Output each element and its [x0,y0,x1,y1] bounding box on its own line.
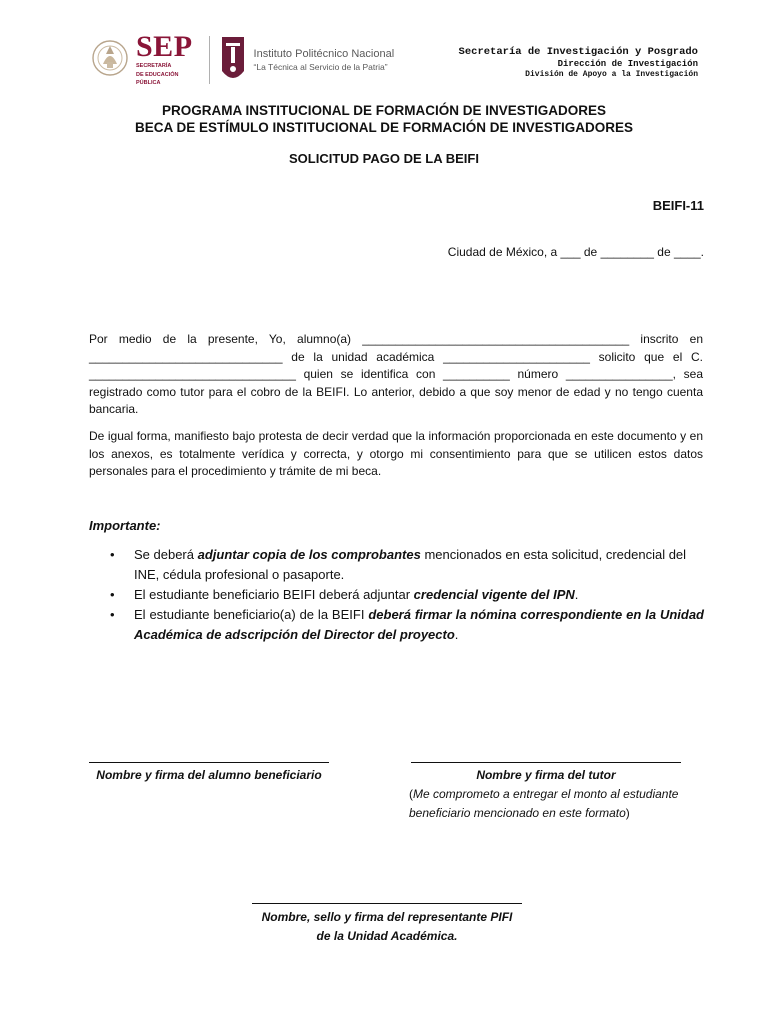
document-subtitle: SOLICITUD PAGO DE LA BEIFI [289,151,479,166]
title-line-1: PROGRAMA INSTITUCIONAL DE FORMACIÓN DE INVESTIGADORES [161,103,607,118]
declaration-paragraph: De igual forma, manifiesto bajo protesta de decir verdad que la información proporcionada en este documento y en los anexos, es totalmente verídica y correcta, y otorgo mi consentimiento para que se utilicen estos datos personales para el procedimiento y trámite de mi beca. [89,429,703,478]
ipn-name: Instituto Politécnico Nacional [253,48,395,60]
header-division: División de Apoyo a la Investigación [525,70,698,79]
list-item [110,605,704,645]
sep-logo [136,30,193,87]
sep-subtitle-line-1: SECRETARÍA [136,63,172,70]
representative-label-line-1: Nombre, sello y firma del representante PIFI [261,910,513,924]
representative-label-line-2: de la Unidad Académica. [316,929,458,943]
logo-divider [209,36,210,84]
ipn-motto: “La Técnica al Servicio de la Patria” [253,62,388,72]
bullet-3-pre: El estudiante beneficiario(a) de la BEIFI [134,607,369,622]
bullet-2-emphasis: credencial vigente del IPN [413,587,575,602]
representative-signature-label [232,908,542,946]
date-line: Ciudad de México, a ___ de ________ de ____. [447,245,704,259]
bullet-2-post: . [574,587,579,602]
document-title [0,102,768,136]
tutor-signature-line [411,762,681,763]
tutor-commitment-note [409,785,709,823]
list-item [110,585,704,605]
note-open-paren: ( [409,787,413,801]
sep-logo-text: SEP [136,30,193,64]
note-close-paren: ) [625,806,630,820]
list-item [110,545,704,585]
important-list [110,545,704,645]
ipn-logo-icon [220,35,246,85]
bullet-3-emphasis: deberá firmar la nómina correspondiente en la Unidad Académica de adscripción del Director del proyecto [134,607,704,642]
bullet-icon: • [110,547,115,562]
form-code: BEIFI-11 [652,198,704,213]
ipn-text-block [254,47,395,73]
bullet-icon: • [110,587,115,602]
important-heading: Importante: [89,518,161,533]
bullet-1-emphasis: adjuntar copia de los comprobantes [197,547,421,562]
header-department [459,46,698,80]
representative-signature-line [252,903,522,904]
bullet-2-pre: El estudiante beneficiario BEIFI deberá adjuntar [134,587,414,602]
bullet-1-pre: Se deberá [134,547,198,562]
student-signature-line [89,762,329,763]
header-direccion: Dirección de Investigación [557,59,698,69]
student-signature-label: Nombre y firma del alumno beneficiario [96,768,322,782]
title-line-2: BECA DE ESTÍMULO INSTITUCIONAL DE FORMACIÓN DE INVESTIGADORES [134,120,634,135]
bullet-3-post: . [454,627,459,642]
bullet-1-post: mencionados en esta solicitud, credencial del INE, cédula profesional o pasaporte. [134,547,687,582]
header-secretaria: Secretaría de Investigación y Posgrado [458,46,698,58]
bullet-icon: • [110,607,115,622]
sep-subtitle-line-2: DE EDUCACIÓN [136,71,179,78]
header-logos [90,32,394,88]
tutor-signature-label: Nombre y firma del tutor [476,768,616,782]
mexico-seal-icon [90,34,130,86]
note-text: Me comprometo a entregar el monto al estudiante beneficiario mencionado en este formato [409,787,679,820]
request-paragraph: Por medio de la presente, Yo, alumno(a) ________________________________________ inscrito en _____________________________ de la unidad académica ______________________ solicito que el C. _______________________________ quien se identifica con __________ número ________________, sea registrado como tutor para el cobro de la BEIFI. Lo anterior, debido a que soy menor de edad y no tengo cuenta bancaria. [89,332,703,416]
sep-subtitle-line-3: PÚBLICA [136,80,161,87]
